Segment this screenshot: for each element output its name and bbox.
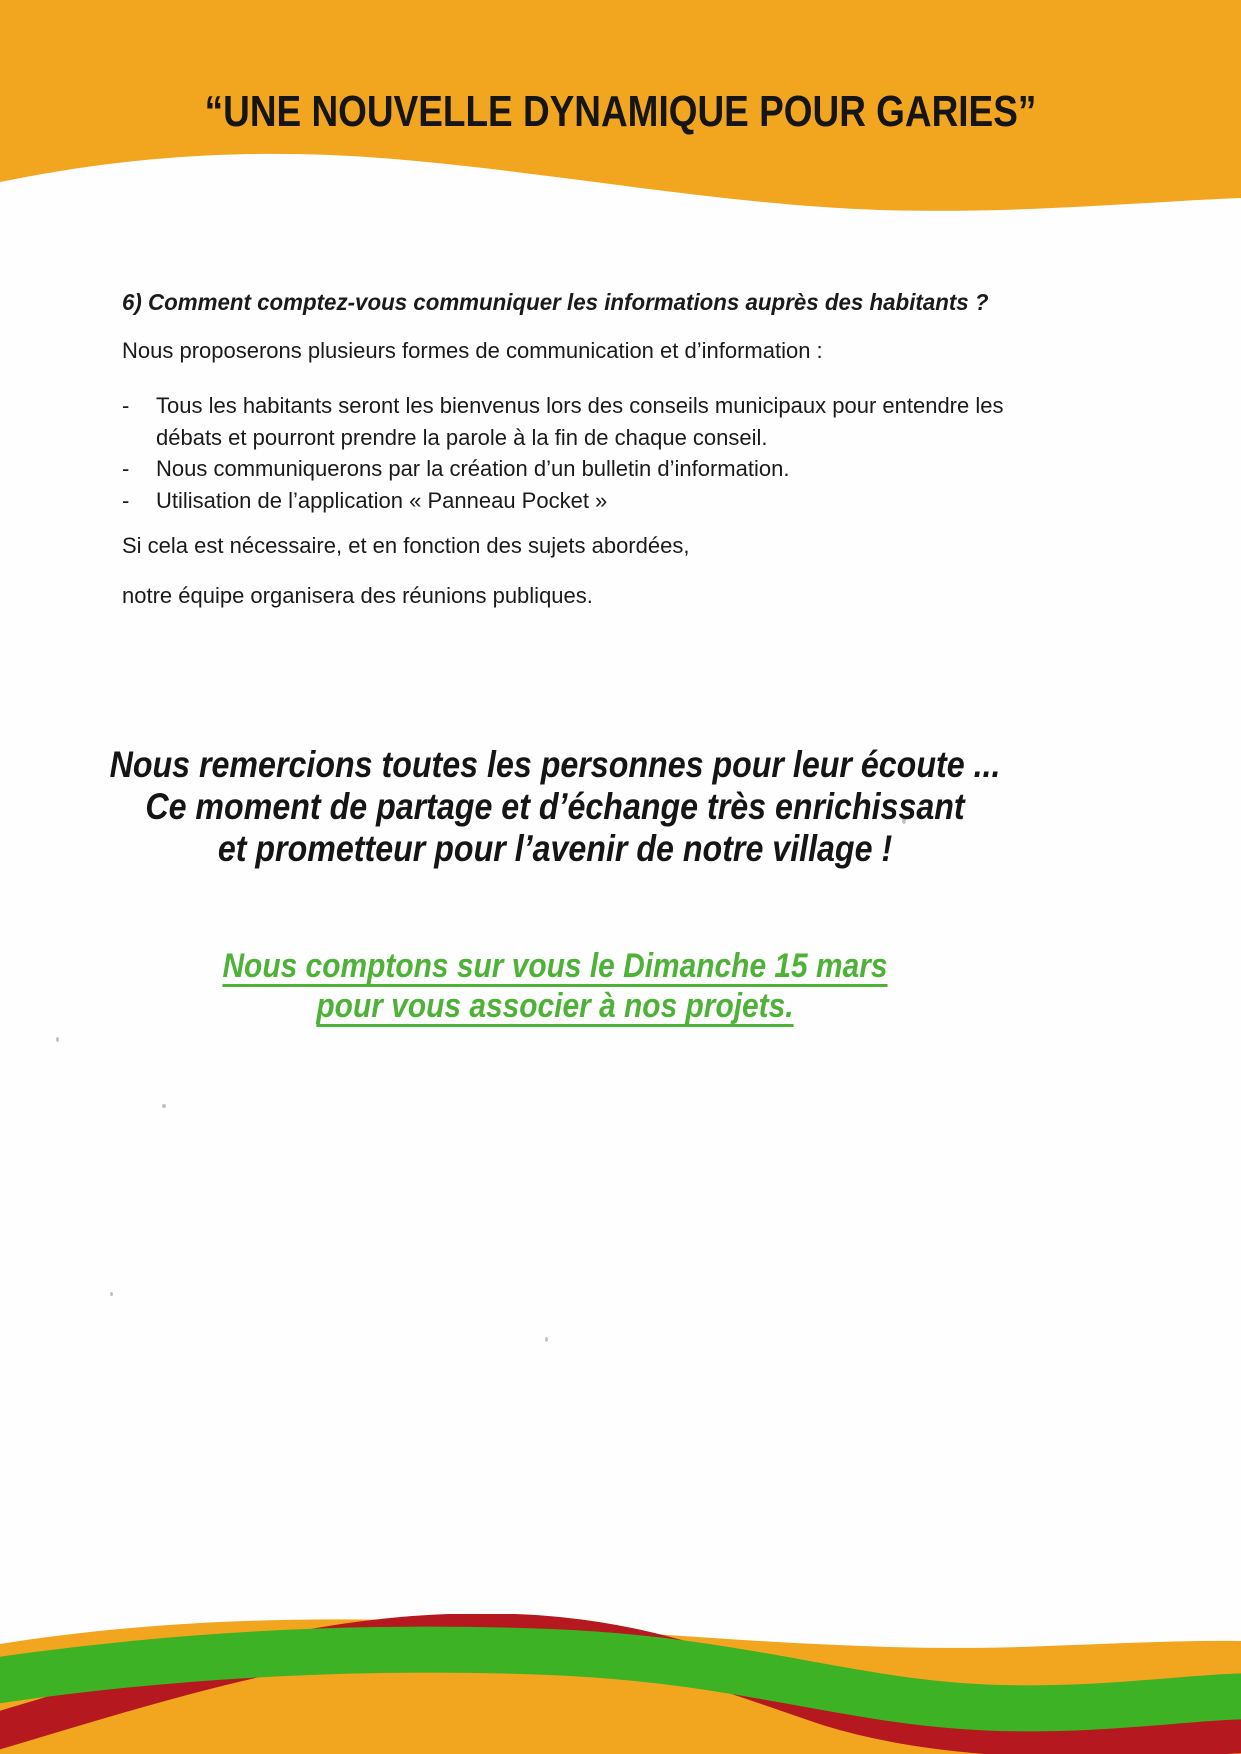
- invitation-line: Nous comptons sur vous le Dimanche 15 mars: [222, 947, 888, 985]
- scan-speck: [110, 1292, 113, 1296]
- bullet-text: Tous les habitants seront les bienvenus lors des conseils municipaux pour entendre les débats et pourront prendre la parole à la fin de chaque conseil.: [156, 393, 1004, 450]
- list-item: [122, 453, 1082, 485]
- list-item: [122, 485, 1082, 517]
- footer-banner: [0, 1614, 1241, 1754]
- scan-speck: [545, 1337, 548, 1342]
- bullet-dash: -: [122, 393, 130, 418]
- thanks-message: [72, 744, 1038, 870]
- invitation-message: [67, 946, 1044, 1026]
- note-line: Si cela est nécessaire, et en fonction des sujets abordées,: [122, 533, 690, 558]
- invitation-line: pour vous associer à nos projets.: [316, 987, 794, 1025]
- bullet-dash: -: [122, 456, 130, 481]
- page-title: “UNE NOUVELLE DYNAMIQUE POUR GARIES”: [204, 87, 1037, 136]
- question-heading: 6) Comment comptez-vous communiquer les informations auprès des habitants ?: [122, 289, 989, 315]
- bullet-text: Utilisation de l’application « Panneau Pocket »: [156, 487, 608, 513]
- footer-wave-shape: [0, 1614, 1241, 1754]
- header-banner: [0, 0, 1241, 216]
- scan-speck: [902, 818, 906, 824]
- bullet-text: Nous communiquerons par la création d’un bulletin d’information.: [156, 456, 790, 481]
- scan-speck: [162, 1104, 166, 1108]
- scan-speck: [56, 1037, 59, 1042]
- bullet-list: [122, 390, 1082, 516]
- thanks-line: Ce moment de partage et d’échange très enrichissant: [145, 786, 965, 827]
- thanks-line: Nous remercions toutes les personnes pour leur écoute ...: [109, 744, 1001, 785]
- list-item: [122, 390, 1082, 453]
- note-line: notre équipe organisera des réunions publiques.: [122, 583, 593, 608]
- thanks-line: et prometteur pour l’avenir de notre village !: [217, 828, 893, 869]
- bullet-dash: -: [122, 487, 130, 513]
- intro-paragraph: Nous proposerons plusieurs formes de communication et d’information :: [122, 338, 823, 363]
